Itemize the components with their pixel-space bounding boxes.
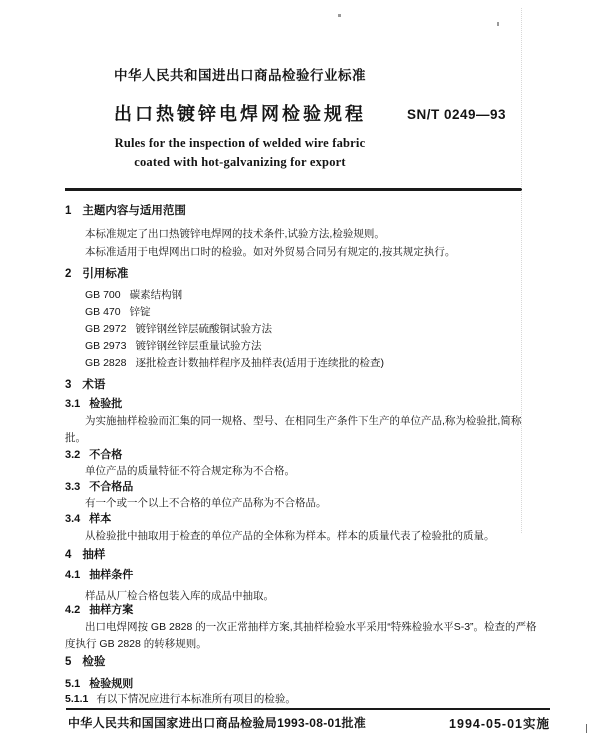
section-3-number: 3 [65,379,72,391]
clause-term: 不合格 [89,449,123,461]
gb-reference-name: 镀锌钢丝锌层硫酸铜试验方法 [135,323,272,335]
clause-3-4-definition: 从检验批中抽取用于检查的单位产品的全体称为样本。样本的质量代表了检验批的质量。 [85,530,495,542]
clause-3-2-definition: 单位产品的质量特征不符合规定称为不合格。 [85,465,295,477]
gb-reference-code: GB 2973 [85,340,127,352]
standard-number: SN/T 0249—93 [407,107,507,122]
section-5-title: 检验 [82,656,106,668]
clause-number: 5.1.1 [65,693,89,705]
scan-speck [338,14,341,17]
section-1-paragraph-2: 本标准适用于电焊网出口时的检验。如对外贸易合同另有规定的,按其规定执行。 [85,246,456,258]
gb-reference [65,338,542,355]
section-1-paragraph-1: 本标准规定了出口热镀锌电焊网的技术条件,试验方法,检验规则。 [85,228,385,240]
section-1-title: 主题内容与适用范围 [82,205,186,217]
gb-reference-code: GB 700 [85,289,121,301]
gb-reference-name: 锌锭 [129,306,151,318]
clause-number: 3.4 [65,513,81,525]
clause-4-2-text: 出口电焊网按 GB 2828 的一次正常抽样方案,其抽样检验水平采用“特殊检验水平S-3”。检查的严格度执行 GB 2828 的转移规则。 [65,621,537,650]
gb-reference-code: GB 2828 [85,357,127,369]
clause-number: 3.2 [65,449,81,461]
clause-3-2-heading [65,447,542,464]
scan-speck [586,724,587,733]
clause-term: 检验批 [89,398,123,410]
clause-term: 不合格品 [89,481,134,493]
gb-reference-name: 镀锌钢丝锌层重量试验方法 [135,340,262,352]
gb-reference [65,304,542,321]
clause-3-3-heading [65,479,542,496]
gb-reference-name: 逐批检查计数抽样程序及抽样表(适用于连续批的检查) [135,357,384,369]
section-3-title: 术语 [82,379,106,391]
scan-artifact-line [521,8,522,533]
section-2-title: 引用标准 [82,268,129,280]
footer-rule [66,708,550,710]
clause-number: 4.2 [65,604,81,616]
clause-number: 3.1 [65,398,81,410]
header-rule [65,188,522,191]
clause-number: 5.1 [65,678,81,690]
document-title-cn: 出口热镀锌电焊网检验规程 [114,104,366,124]
clause-3-3-definition: 有一个或一个以上不合格的单位产品称为不合格品。 [85,497,327,509]
approval-line: 中华人民共和国国家进出口商品检验局1993-08-01批准 [68,716,367,730]
section-5-heading [65,654,542,671]
clause-3-4-heading [65,511,542,528]
gb-reference-code: GB 470 [85,306,121,318]
section-4-heading [65,547,542,564]
clause-term: 检验规则 [89,678,134,690]
clause-4-1-text: 样品从厂检合格包装入库的成品中抽取。 [85,590,274,602]
section-1-heading [65,203,542,220]
document-title-en-line1: Rules for the inspection of welded wire fabric [114,136,366,150]
clause-text: 有以下情况应进行本标准所有项目的检验。 [96,693,296,705]
section-2-heading [65,266,542,283]
gb-reference [65,287,542,304]
section-4-title: 抽样 [82,549,106,561]
clause-number: 3.3 [65,481,81,493]
clause-term: 抽样方案 [89,604,134,616]
clause-number: 4.1 [65,569,81,581]
standard-kind-line: 中华人民共和国进出口商品检验行业标准 [114,68,366,83]
section-4-number: 4 [65,549,72,561]
gb-reference-name: 碳素结构钢 [129,289,183,301]
document-title-en-line2: coated with hot-galvanizing for export [134,155,346,169]
section-5-number: 5 [65,656,72,668]
clause-3-1-heading [65,396,542,413]
section-3-heading [65,377,542,394]
gb-reference [65,355,542,372]
clause-4-2-heading [65,602,542,619]
gb-reference-code: GB 2972 [85,323,127,335]
clause-term: 样本 [89,513,112,525]
gb-reference [65,321,542,338]
clause-4-1-heading [65,567,542,584]
clause-5-1-1-line [65,691,542,708]
effective-date: 1994-05-01实施 [449,717,550,731]
section-1-number: 1 [65,205,72,217]
scan-speck [497,22,499,26]
section-2-number: 2 [65,268,72,280]
clause-term: 抽样条件 [89,569,134,581]
clause-3-1-definition: 为实施抽样检验而汇集的同一规格、型号、在相同生产条件下生产的单位产品,称为检验批,简称批。 [65,415,522,444]
